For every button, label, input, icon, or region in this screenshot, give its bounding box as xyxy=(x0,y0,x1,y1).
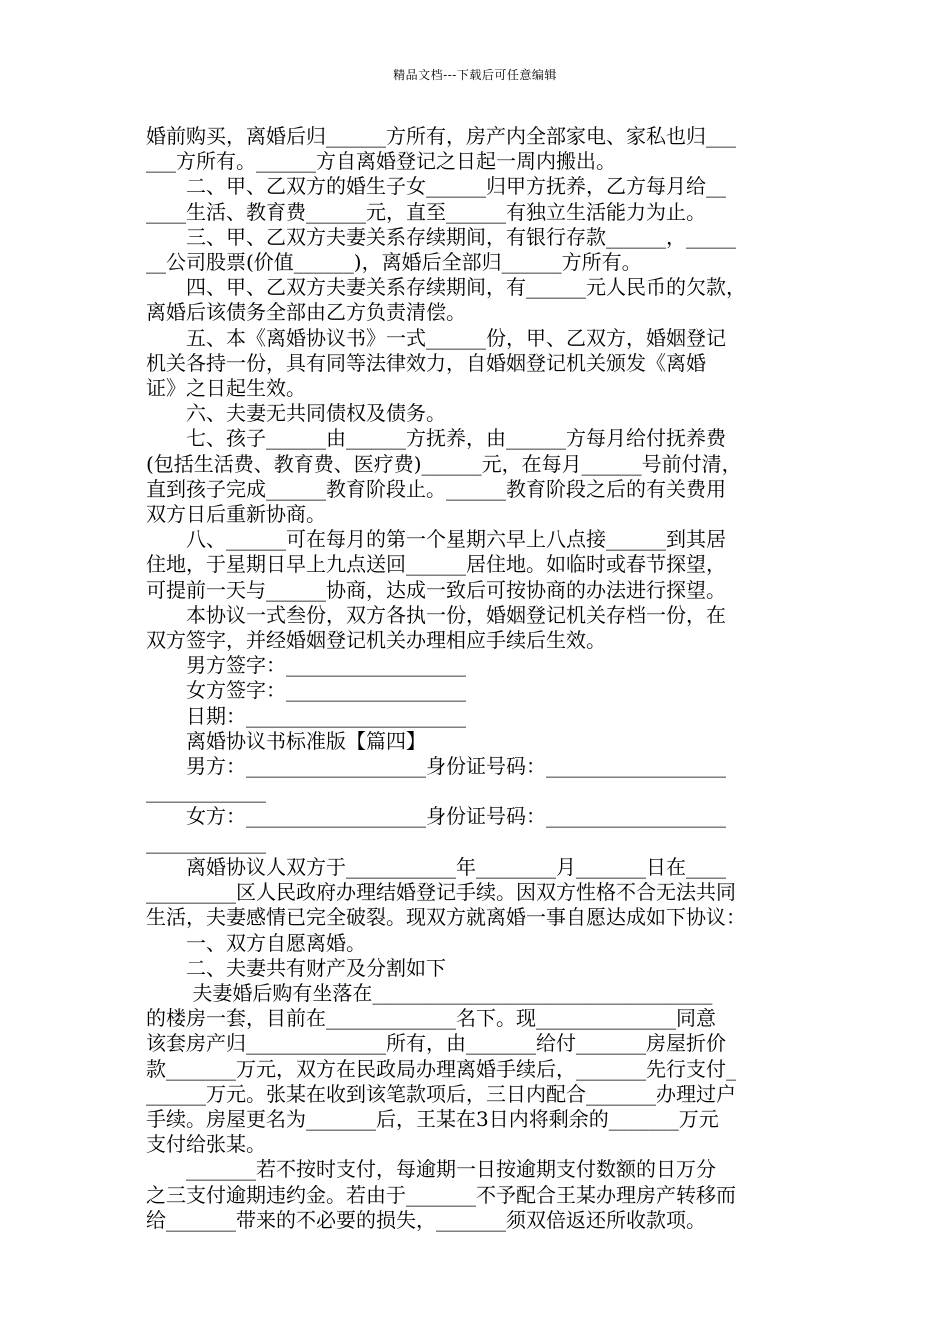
text-line: 八、______可在每月的第一个星期六早上八点接______到其居 xyxy=(146,527,726,552)
text-line: _______若不按时支付，每逾期一日按逾期支付数额的日万分 xyxy=(146,1157,716,1182)
text-line: 手续。房屋更名为_______后，王某在3日内将剩余的_______万元 xyxy=(146,1106,719,1131)
document-body xyxy=(146,124,811,1233)
text-line: _________区人民政府办理结婚登记手续。因双方性格不合无法共同 xyxy=(146,880,736,905)
text-line: 夫妻婚后购有坐落在__________________________________ xyxy=(146,980,713,1005)
text-line: 五、本《离婚协议书》一式______份，甲、乙双方，婚姻登记 xyxy=(146,325,726,350)
text-line: 本协议一式叁份，双方各执一份，婚姻登记机关存档一份，在 xyxy=(146,602,726,627)
text-line: 给_______带来的不必要的损失，_______须双倍返还所收款项。 xyxy=(146,1207,706,1232)
text-line: ___方所有。______方自离婚登记之日起一周内搬出。 xyxy=(146,149,616,174)
text-line: 二、甲、乙双方的婚生子女______归甲方抚养，乙方每月给__ xyxy=(146,174,726,199)
text-line: 离婚协议人双方于___________年________月_______日在____ xyxy=(146,854,726,879)
text-line: 之三支付逾期违约金。若由于_______不予配合王某办理房产转移而 xyxy=(146,1182,736,1207)
text-line: ____________ xyxy=(146,829,266,854)
page-header: 精品文档---下载后可任意编辑 xyxy=(393,68,557,82)
text-line: 双方日后重新协商。 xyxy=(146,502,326,527)
text-line: 婚前购买，离婚后归______方所有，房产内全部家电、家私也归___ xyxy=(146,124,736,148)
text-line: ____生活、教育费______元，直至______有独立生活能力为止。 xyxy=(146,199,706,224)
text-line: 机关各持一份，具有同等法律效力，自婚姻登记机关颁发《离婚 xyxy=(146,350,706,375)
text-line: 女方：__________________身份证号码：__________________ xyxy=(146,804,726,829)
text-line: 直到孩子完成______教育阶段止。______教育阶段之后的有关费用 xyxy=(146,476,726,501)
text-line: 该套房产归______________所有，由_______给付_______房屋折价 xyxy=(146,1031,726,1056)
text-line: 双方签字，并经婚姻登记机关办理相应手续后生效。 xyxy=(146,628,606,653)
text-line: 三、甲、乙双方夫妻关系存续期间，有银行存款______，_____ xyxy=(146,224,736,249)
text-line: 一、双方自愿离婚。 xyxy=(146,930,366,955)
text-line: 生活，夫妻感情已完全破裂。现双方就离婚一事自愿达成如下协议： xyxy=(146,905,746,930)
text-line: 可提前一天与______协商，达成一致后可按协商的办法进行探望。 xyxy=(146,577,726,602)
text-line: ______万元。张某在收到该笔款项后，三日内配合_______办理过户 xyxy=(146,1081,736,1106)
text-line: 男方：__________________身份证号码：__________________ xyxy=(146,754,726,779)
text-line: 的楼房一套，目前在_____________名下。现______________同意 xyxy=(146,1006,716,1031)
text-line: 住地，于星期日早上九点送回______居住地。如临时或春节探望， xyxy=(146,552,726,577)
text-line: 四、甲、乙双方夫妻关系存续期间，有______元人民币的欠款， xyxy=(146,275,746,300)
text-line: 男方签字：__________________ xyxy=(146,653,466,678)
text-line: 七、孩子______由______方抚养，由______方每月给付抚养费 xyxy=(146,426,726,451)
text-line: 证》之日起生效。 xyxy=(146,376,306,401)
text-line: 女方签字：__________________ xyxy=(146,678,466,703)
text-line: __公司股票(价值______)，离婚后全部归______方所有。 xyxy=(146,250,642,275)
text-line: ____________ xyxy=(146,779,266,804)
text-line: 六、夫妻无共同债权及债务。 xyxy=(146,401,446,426)
text-line: 支付给张某。 xyxy=(146,1132,266,1157)
text-line: 日期：______________________ xyxy=(146,703,466,728)
text-line: 款_______万元，双方在民政局办理离婚手续后，_______先行支付_ xyxy=(146,1056,736,1081)
text-line: 二、夫妻共有财产及分割如下 xyxy=(146,955,446,980)
section-heading: 离婚协议书标准版【篇四】 xyxy=(146,728,426,753)
text-line: 离婚后该债务全部由乙方负责清偿。 xyxy=(146,300,466,325)
text-line: (包括生活费、教育费、医疗费)______元，在每月______号前付清， xyxy=(146,451,742,476)
